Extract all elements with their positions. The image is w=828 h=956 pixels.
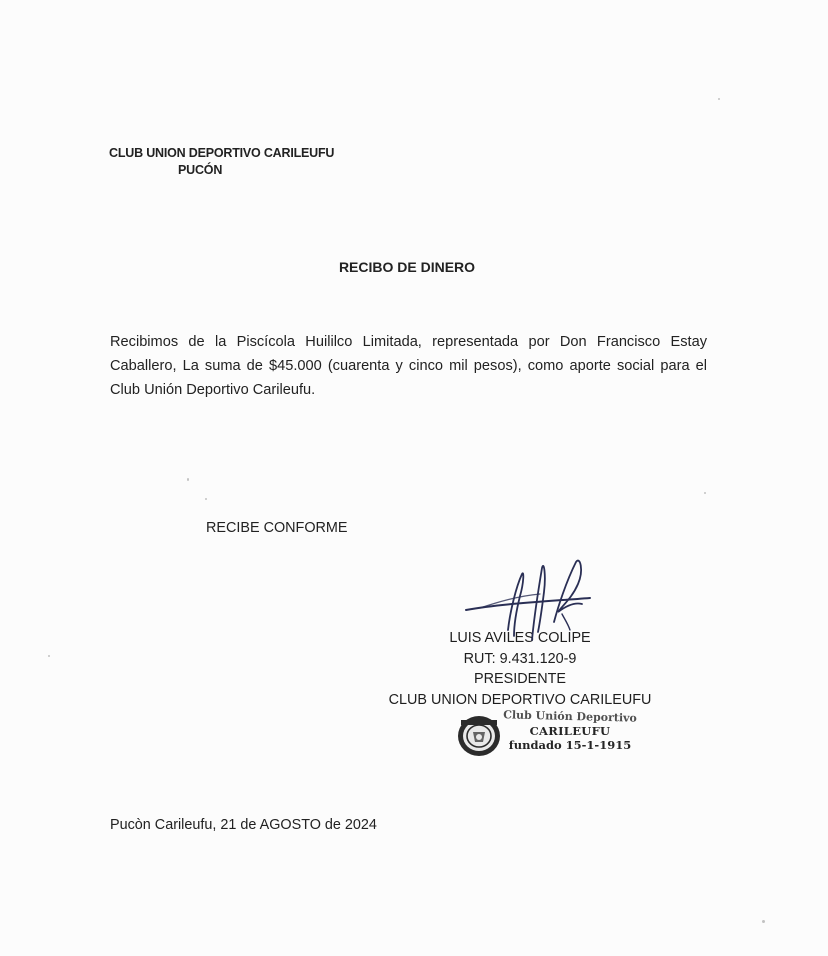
scan-speck	[718, 98, 720, 100]
signatory-name: LUIS AVILES COLIPE	[449, 630, 591, 646]
scan-speck	[48, 655, 50, 657]
signatory-role: PRESIDENTE	[474, 671, 566, 687]
club-stamp	[456, 710, 636, 762]
document-title: RECIBO DE DINERO	[338, 259, 476, 275]
stamp-line-name: CARILEUFU	[529, 724, 611, 738]
signatory-rut: RUT: 9.431.120-9	[463, 650, 577, 667]
header-city: PUCÓN	[178, 163, 223, 177]
scan-speck	[704, 492, 706, 494]
scan-speck	[205, 498, 207, 500]
stamp-line-club: Club Unión Deportivo	[502, 708, 638, 725]
club-seal-icon	[456, 712, 502, 758]
date-line: Pucòn Carileufu, 21 de AGOSTO de 2024	[110, 817, 377, 833]
header-organization: CLUB UNION DEPORTIVO CARILEUFU	[109, 146, 335, 160]
receipt-body-paragraph: Recibimos de la Piscícola Huililco Limitada, representada por Don Francisco Estay Caballero, La suma de $45.000 (cuarenta y cinco mil pesos), como aporte social para el Club Unión Deportivo Carileufu.	[110, 334, 707, 398]
scan-speck	[187, 478, 189, 481]
stamp-line-founded: fundado 15-1-1915	[508, 738, 632, 752]
signatory-organization: CLUB UNION DEPORTIVO CARILEUFU	[388, 691, 652, 708]
stamp-text	[502, 710, 638, 752]
received-label: RECIBE CONFORME	[206, 520, 348, 536]
scan-speck	[762, 920, 765, 923]
handwritten-signature	[458, 552, 598, 662]
